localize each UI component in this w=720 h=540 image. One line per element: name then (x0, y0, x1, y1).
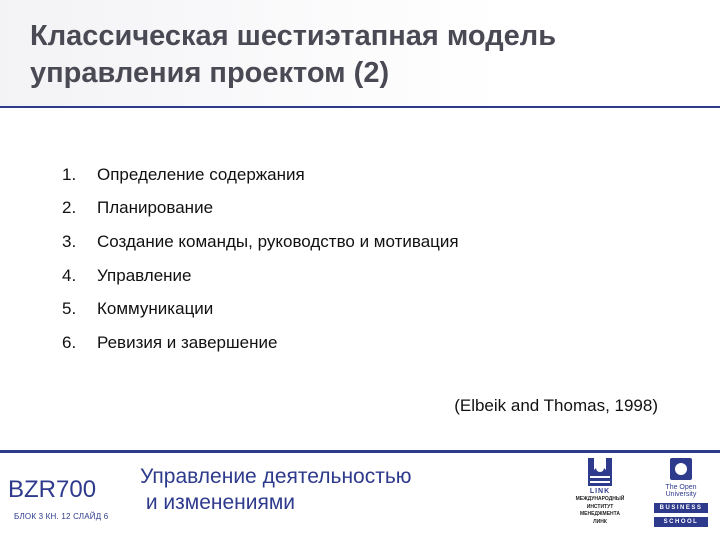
item-text: Управление (97, 265, 192, 285)
item-number: 2. (62, 198, 77, 218)
ou-school-band: SCHOOL (654, 517, 708, 527)
course-code: BZR700 (8, 476, 97, 503)
item-number: 3. (62, 231, 77, 251)
item-text: Ревизия и завершение (97, 332, 278, 352)
open-university-shield-icon (650, 456, 712, 484)
link-emblem-icon (568, 456, 632, 488)
item-text: Создание команды, руководство и мотивация (97, 231, 459, 251)
list-item (62, 326, 459, 360)
list-item (62, 292, 459, 326)
block-info: БЛОК 3 КН. 12 СЛАЙД 6 (14, 512, 109, 521)
list-item (62, 225, 459, 259)
slide-title: Классическая шестиэтапная модель управления проектом (2) (30, 20, 557, 89)
course-title: Управление деятельностью и изменениями (140, 465, 412, 514)
item-number: 1. (62, 164, 77, 184)
link-brand: LINK (589, 488, 611, 495)
title-divider (0, 106, 720, 108)
footer-divider (0, 450, 720, 453)
list-item (62, 192, 459, 226)
link-institute-logo (568, 456, 632, 536)
citation: (Elbeik and Thomas, 1998) (454, 396, 658, 415)
item-text: Планирование (97, 198, 214, 218)
item-number: 6. (62, 332, 77, 352)
item-number: 4. (62, 265, 77, 285)
title-area (0, 0, 720, 106)
item-text: Коммуникации (97, 299, 214, 319)
item-number: 5. (62, 299, 77, 319)
link-institute-name: МЕЖДУНАРОДНЫЙ ИНСТИТУТ МЕНЕДЖМЕНТА ЛИНК (575, 496, 625, 525)
ou-name: The Open University (665, 484, 697, 498)
stage-list (62, 158, 459, 360)
list-item (62, 259, 459, 293)
open-university-logo (650, 456, 712, 536)
item-text: Определение содержания (97, 164, 305, 184)
ou-business-band: BUSINESS (654, 503, 708, 513)
list-item (62, 158, 459, 192)
